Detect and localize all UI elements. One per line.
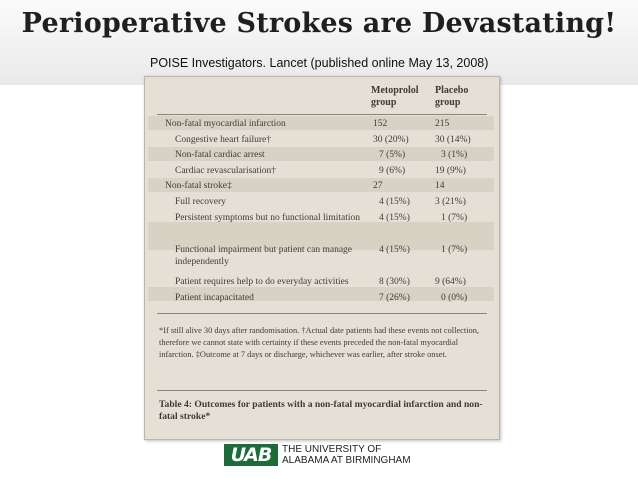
table-row-label: Patient requires help to do everyday activities (175, 277, 349, 287)
table-cell-placebo: 19 (9%) (435, 166, 466, 176)
table-row-label: Full recovery (175, 197, 226, 207)
table-row-label: Non-fatal cardiac arrest (175, 150, 265, 160)
table-cell-placebo: 215 (435, 119, 450, 129)
table-footnote: *If still alive 30 days after randomisation. †Actual date patients had these events not collection, therefore we cannot state with certainty if these events preceded the non-fatal myocardial infarction. ‡Outcome at 7 days or discharge, whichever was earlier, after stroke onset. (159, 326, 480, 359)
body-rule (157, 313, 487, 314)
table-cell-metoprolol: 27 (373, 181, 383, 191)
slide-title: Perioperative Strokes are Devastating! (21, 8, 617, 39)
table-cell-placebo: 1 (7%) (441, 245, 468, 255)
uab-logo (224, 441, 424, 471)
table-row-label: Functional impairment but patient can manage independently (175, 245, 353, 267)
header-rule (157, 114, 487, 115)
table-row-label: Non-fatal myocardial infarction (165, 119, 286, 129)
table-cell-metoprolol: 30 (20%) (373, 135, 409, 145)
col-header-placebo: Placebo group (435, 85, 469, 108)
table-cell-metoprolol: 7 (5%) (379, 150, 406, 160)
table-cell-placebo: 1 (7%) (441, 213, 468, 223)
col-header-metoprolol: Metoprolol group (371, 85, 419, 108)
uab-logo-mark: UAB (224, 444, 278, 466)
table-cell-placebo: 30 (14%) (435, 135, 471, 145)
table-cell-metoprolol: 9 (6%) (379, 166, 406, 176)
table-caption: Table 4: Outcomes for patients with a non-fatal myocardial infarction and non-fatal stroke* (159, 399, 483, 422)
table-row-label: Congestive heart failure† (175, 135, 272, 145)
caption-rule (157, 390, 487, 391)
table-cell-metoprolol: 4 (15%) (379, 197, 410, 207)
table-cell-metoprolol: 152 (373, 119, 388, 129)
table-cell-placebo: 3 (21%) (435, 197, 466, 207)
table-cell-metoprolol: 4 (15%) (379, 245, 410, 255)
table-row-label: Non-fatal stroke‡ (165, 181, 232, 191)
table-cell-placebo: 14 (435, 181, 445, 191)
uab-logo-text: THE UNIVERSITY OF ALABAMA AT BIRMINGHAM (282, 444, 411, 466)
table-cell-placebo: 9 (64%) (435, 277, 466, 287)
table-cell-metoprolol: 4 (15%) (379, 213, 410, 223)
table-row-label: Patient incapacitated (175, 293, 254, 303)
outcomes-table (144, 76, 500, 440)
table-row-label: Persistent symptoms but no functional limitation (175, 213, 360, 223)
citation: POISE Investigators. Lancet (published online May 13, 2008) (150, 56, 489, 70)
table-cell-metoprolol: 8 (30%) (379, 277, 410, 287)
table-row-label: Cardiac revascularisation† (175, 166, 277, 176)
table-cell-metoprolol: 7 (26%) (379, 293, 410, 303)
table-cell-placebo: 3 (1%) (441, 150, 468, 160)
table-cell-placebo: 0 (0%) (441, 293, 468, 303)
